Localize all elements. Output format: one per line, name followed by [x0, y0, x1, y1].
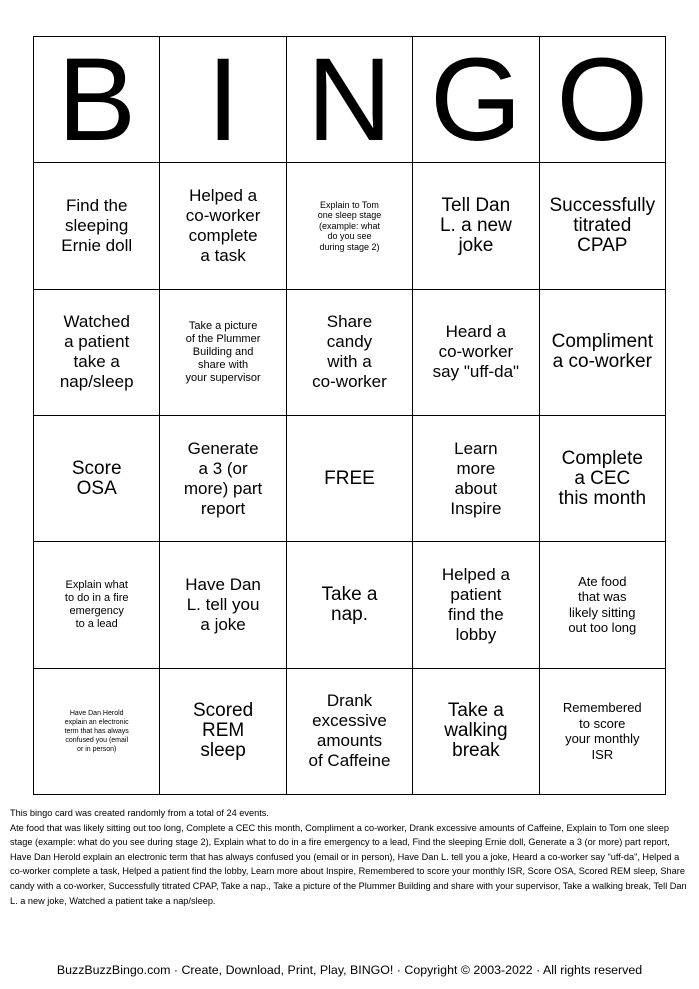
cell-text: Watched a patient take a nap/sleep: [59, 312, 134, 392]
bingo-cell-r1-c2: [160, 163, 286, 289]
bingo-cell-r3-c2: [160, 416, 286, 542]
bingo-cell-r5-c5: [540, 669, 666, 795]
cell-text: Have Dan Herold explain an electronic term that has always confused you (email or in person): [64, 709, 129, 753]
cell-text: Explain to Tom one sleep stage (example: what do you see during stage 2): [317, 199, 382, 252]
header-letter-g: G: [413, 37, 539, 163]
bingo-cell-r5-c3: [287, 669, 413, 795]
header-letter-o: O: [540, 37, 666, 163]
bingo-cell-r4-c4: [413, 542, 539, 668]
bingo-cell-r5-c2: [160, 669, 286, 795]
bingo-cell-r2-c3: [287, 290, 413, 416]
event-list: Ate food that was likely sitting out too long, Complete a CEC this month, Compliment a co-worker, Drank excessive amounts of Caffeine, Explain to Tom one sleep stage (example: what do you see during stage 2), Explain what to do in a fire emergency to a lead, Find the sleeping Ernie doll, Generate a 3 (or more) part report, Have Dan Herold explain an electronic term that has always confused you (email or in person), Have Dan L. tell you a joke, Heard a co-worker say "uff-da", Helped a co-worker complete a task, Helped a patient find the lobby, Learn more about Inspire, Remembered to score your monthly ISR, Score OSA, Scored REM sleep, Share candy with a co-worker, Successfully titrated CPAP, Take a nap., Take a picture of the Plummer Building and share with your supervisor, Take a walking break, Tell Dan L. a new joke, Watched a patient take a nap/sleep.: [10, 822, 687, 906]
cell-text: Share candy with a co-worker: [312, 312, 387, 392]
bingo-cell-r3-c1: [34, 416, 160, 542]
bingo-cell-r3-c5: [540, 416, 666, 542]
cell-text: Remembered to score your monthly ISR: [562, 700, 642, 762]
cell-text: Find the sleeping Ernie doll: [61, 195, 133, 255]
cell-text: Take a walking break: [444, 700, 508, 762]
bingo-cell-r2-c2: [160, 290, 286, 416]
bingo-cell-free: [287, 416, 413, 542]
bingo-cell-r4-c3: [287, 542, 413, 668]
header-letter-b: B: [34, 37, 160, 163]
free-space-text: FREE: [324, 467, 375, 489]
cell-text: Tell Dan L. a new joke: [439, 194, 512, 256]
cell-text: Have Dan L. tell you a joke: [185, 574, 261, 634]
bingo-card: [33, 36, 666, 795]
bingo-cell-r1-c4: [413, 163, 539, 289]
bingo-cell-r4-c1: [34, 542, 160, 668]
card-info: [10, 806, 690, 908]
cell-text: Take a nap.: [321, 583, 378, 625]
cell-text: Scored REM sleep: [192, 700, 254, 762]
bingo-cell-r2-c1: [34, 290, 160, 416]
header-letter-n: N: [287, 37, 413, 163]
header-letter-i: I: [160, 37, 286, 163]
cell-text: Score OSA: [71, 457, 122, 499]
cell-text: Helped a co-worker complete a task: [185, 185, 261, 265]
cell-text: Take a picture of the Plummer Building and share with your supervisor: [185, 319, 261, 384]
cell-text: Generate a 3 (or more) part report: [183, 438, 263, 518]
bingo-cell-r2-c4: [413, 290, 539, 416]
cell-text: Drank excessive amounts of Caffeine: [308, 691, 391, 771]
bingo-cell-r4-c5: [540, 542, 666, 668]
cell-text: Complete a CEC this month: [558, 447, 647, 509]
cell-text: Helped a patient find the lobby: [441, 564, 510, 644]
cell-text: Learn more about Inspire: [450, 438, 502, 518]
bingo-cell-r2-c5: [540, 290, 666, 416]
bingo-cell-r1-c3: [287, 163, 413, 289]
bingo-cell-r3-c4: [413, 416, 539, 542]
cell-text: Explain what to do in a fire emergency to a lead: [64, 578, 129, 630]
cell-text: Ate food that was likely sitting out too long: [568, 573, 637, 636]
bingo-cell-r5-c1: [34, 669, 160, 795]
cell-text: Successfully titrated CPAP: [549, 194, 656, 256]
cell-text: Heard a co-worker say "uff-da": [432, 322, 520, 382]
bingo-cell-r5-c4: [413, 669, 539, 795]
cell-text: Compliment a co-worker: [551, 331, 653, 373]
bingo-cell-r4-c2: [160, 542, 286, 668]
card-summary: This bingo card was created randomly from a total of 24 events.: [10, 808, 269, 818]
bingo-cell-r1-c5: [540, 163, 666, 289]
bingo-cell-r1-c1: [34, 163, 160, 289]
copyright-footer: BuzzBuzzBingo.com · Create, Download, Print, Play, BINGO! · Copyright © 2003-2022 · All rights reserved: [56, 963, 643, 977]
